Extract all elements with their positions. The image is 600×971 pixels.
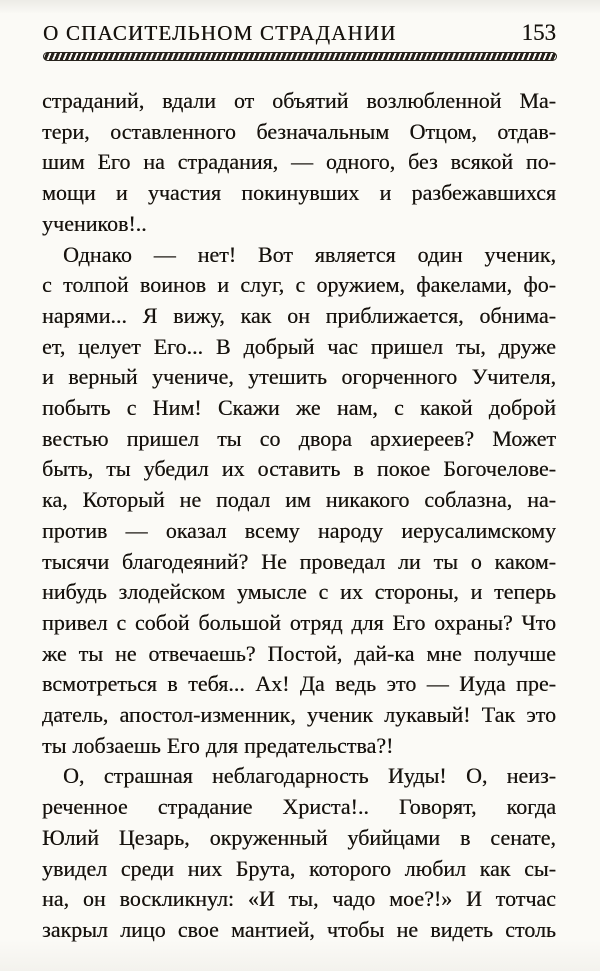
- text-line: увидел среди них Брута, которого любил как сы-: [42, 855, 556, 881]
- text-line: страданий, вдали от объятий возлюбленной Ма-: [42, 88, 556, 113]
- text-line: нарями... Я вижу, как он приближается, обнима-: [42, 302, 556, 328]
- text-line: датель, апостол-изменник, ученик лукавый! Так это: [42, 702, 556, 728]
- page-body: [42, 86, 556, 946]
- text-line: учеников!..: [42, 210, 147, 236]
- text-line: вестью пришел ты со двора архиереев? Может: [42, 425, 556, 451]
- text-line: быть, ты убедил их оставить в покое Богочелове-: [42, 456, 556, 482]
- text-line: ты лобзаешь Его для предательства?!: [42, 732, 394, 758]
- text-line: же ты не отвечаешь? Постой, дай-ка мне получше: [42, 640, 556, 666]
- text-line: реченное страдание Христа!.. Говорят, когда: [42, 794, 556, 820]
- text-line: против — оказал всему народу иерусалимскому: [42, 517, 556, 543]
- text-line: с толпой воинов и слуг, с оружием, факелами, фо-: [42, 272, 556, 298]
- text-line: всмотреться в тебя... Ах! Да ведь это — Иуда пре-: [42, 671, 556, 697]
- page-number: 153: [521, 20, 556, 45]
- rope-divider: [43, 52, 557, 61]
- text-line: ка, Который не подал им никакого соблазна, на-: [42, 487, 556, 513]
- running-title: О СПАСИТЕЛЬНОМ СТРАДАНИИ: [43, 21, 397, 45]
- text-line: ет, целует Его... В добрый час пришел ты, друже: [42, 333, 556, 359]
- text-line: Юлий Цезарь, окруженный убийцами в сенате,: [42, 824, 556, 850]
- text-line: привел с собой большой отряд для Его охраны? Что: [42, 609, 556, 635]
- text-line: Однако — нет! Вот является один ученик,: [63, 241, 556, 267]
- text-line: нибудь злодейском умысле с их стороны, и теперь: [42, 579, 556, 605]
- text-line: побыть с Ним! Скажи же нам, с какой доброй: [42, 395, 556, 421]
- text-line: закрыл лицо свое мантией, чтобы не видеть столь: [42, 916, 556, 942]
- text-line: шим Его на страдания, — одного, без всякой по-: [42, 149, 556, 175]
- text-line: О, страшная неблагодарность Иуды! О, неиз-: [63, 763, 556, 789]
- text-line: тысячи благодеяний? Не проведал ли ты о каком-: [42, 548, 556, 574]
- text-line: мощи и участия покинувших и разбежавшихся: [42, 180, 556, 206]
- page-header: [43, 20, 556, 46]
- text-line: тери, оставленного безначальным Отцом, отдав-: [42, 118, 556, 144]
- text-line: и верный учениче, утешить огорченного Учителя,: [42, 364, 556, 390]
- text-line: на, он воскликнул: «И ты, чадо мое?!» И тотчас: [42, 886, 556, 912]
